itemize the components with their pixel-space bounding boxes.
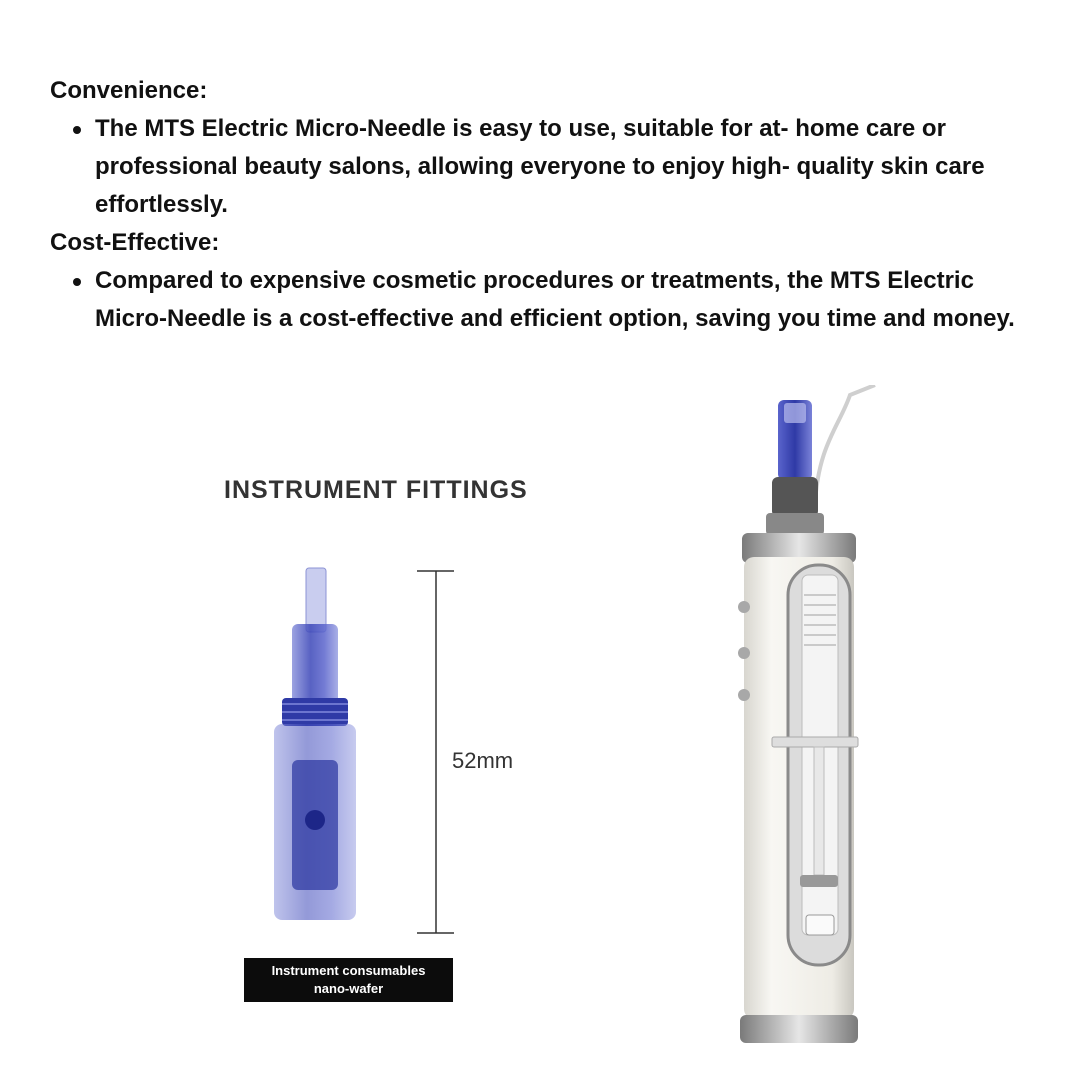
- cost-effective-bullet: Compared to expensive cosmetic procedures or treatments, the MTS Electric Micro-Needle is a cost-effective and efficient option, saving you time and money.: [95, 262, 1050, 338]
- needle-cartridge-image: [260, 560, 370, 930]
- caption-box: [244, 958, 453, 1002]
- cost-effective-list: [50, 262, 1050, 338]
- fittings-title: INSTRUMENT FITTINGS: [224, 476, 528, 504]
- cost-effective-heading: Cost-Effective:: [50, 229, 220, 256]
- dimension-label: 52mm: [452, 748, 514, 773]
- caption-line-2: nano-wafer: [313, 981, 384, 996]
- feature-text: [50, 72, 1050, 338]
- convenience-list: [50, 110, 1050, 224]
- convenience-bullet: The MTS Electric Micro-Needle is easy to use, suitable for at- home care or professional beauty salons, allowing everyone to enjoy high- quality skin care effortlessly.: [95, 110, 1050, 224]
- micro-needle-device-image: [730, 385, 890, 1050]
- convenience-heading: Convenience:: [50, 77, 208, 104]
- caption-line-1: Instrument consumables: [271, 963, 426, 978]
